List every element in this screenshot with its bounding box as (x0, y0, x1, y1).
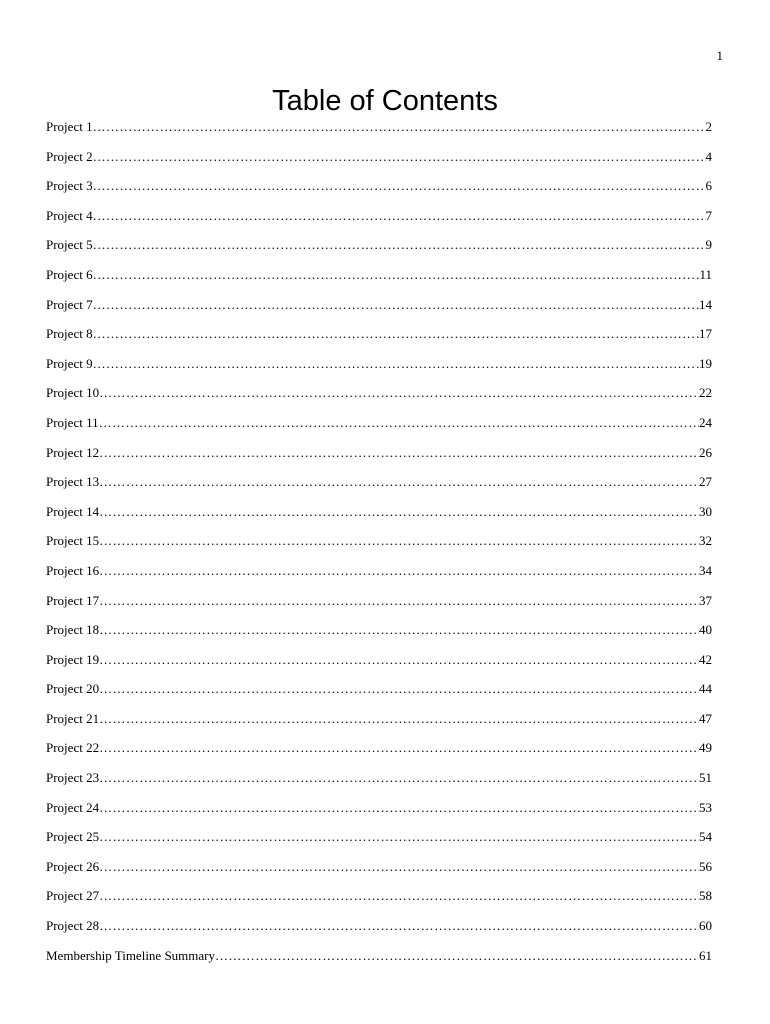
toc-entry-label: Project 19 (46, 651, 100, 667)
dot-leader (99, 768, 699, 788)
toc-entry-page-number: 24 (699, 414, 712, 430)
toc-entry-label: Project 27 (46, 888, 100, 904)
toc-entry-label: Project 10 (46, 385, 100, 401)
toc-entry[interactable] (46, 235, 712, 265)
toc-entry[interactable] (46, 295, 712, 325)
toc-entry-label: Project 12 (46, 444, 100, 460)
dot-leader (99, 383, 699, 403)
toc-entry-label: Project 13 (46, 474, 100, 490)
toc-entry[interactable] (46, 531, 712, 561)
dot-leader (99, 443, 699, 463)
toc-entry-label: Project 5 (46, 237, 93, 253)
dot-leader (99, 413, 699, 433)
toc-entry[interactable] (46, 206, 712, 236)
toc-entry-label: Project 20 (46, 681, 100, 697)
toc-entry-label: Project 18 (46, 622, 100, 638)
toc-entry-label: Project 23 (46, 770, 100, 786)
toc-entry-label: Project 21 (46, 710, 100, 726)
dot-leader (99, 738, 699, 758)
toc-entry[interactable] (46, 768, 712, 798)
toc-entry-page-number: 44 (699, 681, 712, 697)
toc-entry[interactable] (46, 354, 712, 384)
dot-leader (93, 354, 699, 374)
toc-entry[interactable] (46, 709, 712, 739)
toc-entry[interactable] (46, 147, 712, 177)
toc-entry-page-number: 26 (699, 444, 712, 460)
toc-entry-label: Project 11 (46, 414, 99, 430)
toc-entry-page-number: 54 (699, 829, 712, 845)
toc-entry[interactable] (46, 650, 712, 680)
toc-entry-label: Project 7 (46, 296, 93, 312)
toc-entry-page-number: 37 (699, 592, 712, 608)
toc-entry[interactable] (46, 620, 712, 650)
toc-entry-page-number: 61 (699, 947, 712, 963)
toc-entry[interactable] (46, 176, 712, 206)
toc-entry[interactable] (46, 117, 712, 147)
dot-leader (215, 946, 699, 966)
toc-entry-page-number: 4 (705, 148, 712, 164)
toc-entry-label: Project 17 (46, 592, 100, 608)
dot-leader (99, 857, 699, 877)
toc-entry[interactable] (46, 413, 712, 443)
toc-entry-page-number: 34 (699, 562, 712, 578)
toc-entry-page-number: 40 (699, 622, 712, 638)
toc-entry-label: Project 16 (46, 562, 100, 578)
toc-entry[interactable] (46, 443, 712, 473)
toc-entry-label: Project 1 (46, 119, 93, 134)
toc-entry-label: Project 8 (46, 326, 93, 342)
dot-leader (99, 561, 699, 581)
dot-leader (99, 916, 699, 936)
toc-entry-page-number: 7 (705, 207, 712, 223)
dot-leader (99, 591, 699, 611)
toc-entry-page-number: 6 (705, 178, 712, 194)
dot-leader (99, 798, 699, 818)
toc-entry-label: Project 22 (46, 740, 100, 756)
dot-leader (93, 206, 706, 226)
toc-entry[interactable] (46, 827, 712, 857)
dot-leader (99, 709, 699, 729)
toc-entry[interactable] (46, 679, 712, 709)
dot-leader (93, 324, 699, 344)
toc-entry-label: Project 14 (46, 503, 100, 519)
toc-entry-page-number: 2 (705, 119, 712, 134)
toc-entry-page-number: 22 (699, 385, 712, 401)
toc-entry-label: Project 6 (46, 266, 93, 282)
toc-entry-page-number: 11 (699, 266, 712, 282)
toc-entry-page-number: 49 (699, 740, 712, 756)
toc-entry[interactable] (46, 886, 712, 916)
toc-entry[interactable] (46, 857, 712, 887)
toc-entry[interactable] (46, 946, 712, 976)
dot-leader (93, 176, 706, 196)
toc-entry-page-number: 56 (699, 858, 712, 874)
dot-leader (99, 886, 699, 906)
dot-leader (99, 650, 699, 670)
dot-leader (99, 679, 699, 699)
toc-entry-label: Membership Timeline Summary (46, 947, 215, 963)
toc-entry-page-number: 27 (699, 474, 712, 490)
toc-entry-page-number: 30 (699, 503, 712, 519)
page-title: Table of Contents (272, 85, 498, 117)
toc-entry[interactable] (46, 265, 712, 295)
toc-entry-label: Project 2 (46, 148, 93, 164)
toc-entry[interactable] (46, 502, 712, 532)
toc-entry-page-number: 58 (699, 888, 712, 904)
dot-leader (99, 502, 699, 522)
toc-entry[interactable] (46, 324, 712, 354)
toc-entry-page-number: 60 (699, 918, 712, 934)
dot-leader (93, 235, 706, 255)
toc-entry[interactable] (46, 591, 712, 621)
dot-leader (99, 531, 699, 551)
toc-entry-label: Project 3 (46, 178, 93, 194)
toc-entry-page-number: 32 (699, 533, 712, 549)
dot-leader (93, 147, 706, 167)
toc-entry-page-number: 19 (699, 355, 712, 371)
toc-entry-label: Project 25 (46, 829, 100, 845)
dot-leader (93, 117, 706, 137)
toc-list (46, 117, 712, 975)
toc-entry-label: Project 28 (46, 918, 100, 934)
page-number: 1 (716, 48, 723, 63)
toc-entry[interactable] (46, 383, 712, 413)
toc-entry-page-number: 53 (699, 799, 712, 815)
toc-entry[interactable] (46, 916, 712, 946)
toc-entry-page-number: 14 (699, 296, 712, 312)
toc-entry-page-number: 17 (699, 326, 712, 342)
toc-entry-label: Project 15 (46, 533, 100, 549)
toc-entry[interactable] (46, 798, 712, 828)
toc-entry-page-number: 42 (699, 651, 712, 667)
dot-leader (99, 620, 699, 640)
toc-entry[interactable] (46, 472, 712, 502)
toc-entry-label: Project 9 (46, 355, 93, 371)
dot-leader (99, 827, 699, 847)
toc-entry-label: Project 24 (46, 799, 100, 815)
toc-entry[interactable] (46, 561, 712, 591)
toc-entry[interactable] (46, 738, 712, 768)
toc-entry-label: Project 4 (46, 207, 93, 223)
dot-leader (93, 295, 699, 315)
dot-leader (99, 472, 699, 492)
dot-leader (93, 265, 700, 285)
toc-entry-page-number: 51 (699, 770, 712, 786)
toc-entry-label: Project 26 (46, 858, 100, 874)
toc-entry-page-number: 47 (699, 710, 712, 726)
toc-entry-page-number: 9 (705, 237, 712, 253)
